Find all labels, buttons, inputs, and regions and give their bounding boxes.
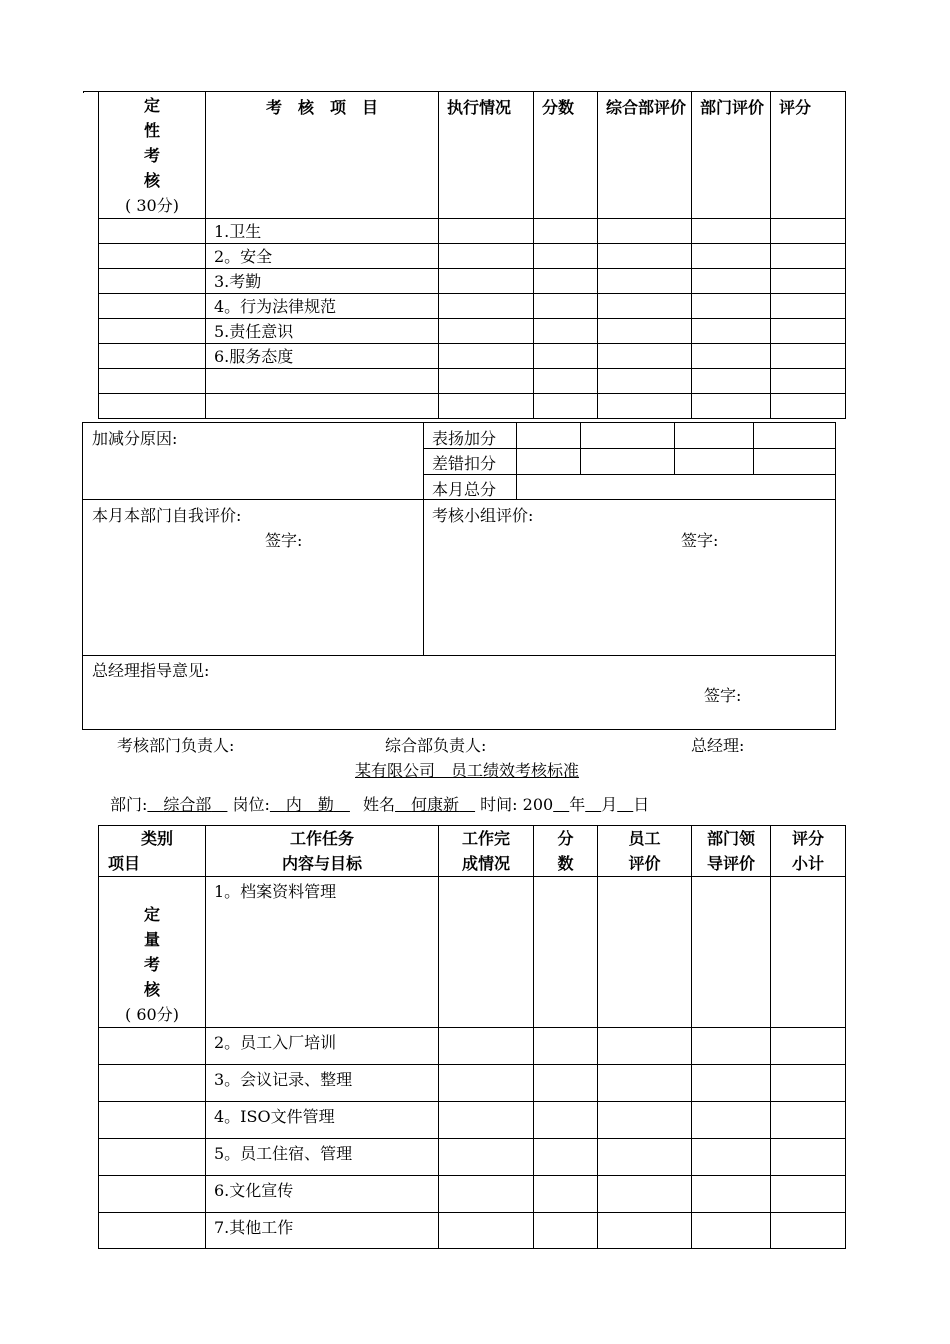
execution-header: 执行情况 <box>439 92 534 219</box>
table-row <box>99 394 846 419</box>
divider <box>83 655 836 656</box>
post-label: 岗位: <box>232 795 270 814</box>
divider <box>423 423 424 656</box>
divider <box>753 423 754 475</box>
name-label: 姓名 <box>363 795 396 814</box>
lead-header-cell <box>692 826 771 877</box>
quantitative-header-row <box>99 826 846 877</box>
item-header: 考 核 项 目 <box>206 92 439 219</box>
lead-header-l2: 导评价 <box>706 854 755 873</box>
quantitative-table <box>98 825 846 1249</box>
category-char: 核 <box>143 171 160 190</box>
post-value: 内 勤 <box>285 795 334 814</box>
table-row <box>99 244 846 269</box>
item-cell: 2。安全 <box>206 244 439 269</box>
year-suffix: 年 <box>569 795 586 814</box>
emp-header-l2: 评价 <box>628 854 661 873</box>
table-row <box>99 344 846 369</box>
score-header-l1: 分 <box>557 829 574 848</box>
table-row <box>99 1176 846 1213</box>
dept-value: 综合部 <box>163 795 212 814</box>
score-header-cell <box>534 826 598 877</box>
sub-header-cell <box>771 826 846 877</box>
category-header-l1: 类别 <box>141 829 174 848</box>
sub-header-l2: 小计 <box>791 854 824 873</box>
divider <box>580 423 581 475</box>
table-row <box>99 1028 846 1065</box>
month-suffix: 月 <box>601 795 618 814</box>
category-char: 量 <box>143 930 160 949</box>
dept-head-label: 考核部门负责人: <box>117 736 235 755</box>
score-header-l2: 数 <box>557 854 574 873</box>
name-value: 何康新 <box>411 795 460 814</box>
category-header-cell <box>99 92 206 219</box>
table-row <box>99 219 846 244</box>
self-sign-label: 签字: <box>265 531 303 550</box>
table-row <box>99 877 846 1028</box>
rating-header: 评分 <box>771 92 846 219</box>
item-cell <box>206 394 439 419</box>
category-char: 考 <box>143 146 160 165</box>
sub-header-l1: 评分 <box>791 829 824 848</box>
gm-label: 总经理: <box>691 736 745 755</box>
divider <box>516 423 517 500</box>
table-row <box>99 369 846 394</box>
task-cell: 6.文化宣传 <box>206 1176 439 1213</box>
divider <box>423 474 836 475</box>
category-header-cell <box>99 826 206 877</box>
evaluation-block <box>82 422 836 730</box>
total-label: 本月总分 <box>432 480 497 499</box>
complete-header-l2: 成情况 <box>461 854 510 873</box>
complete-header-l1: 工作完 <box>461 829 510 848</box>
table-row <box>99 294 846 319</box>
gm-sign-label: 签字: <box>704 686 742 705</box>
table-row <box>99 269 846 294</box>
category-cell <box>99 877 206 1028</box>
complete-header-cell <box>439 826 534 877</box>
emp-header-l1: 员工 <box>628 829 661 848</box>
score-header: 分数 <box>534 92 598 219</box>
left-tick-vertical <box>83 91 84 93</box>
form-title: 某有限公司 员工绩效考核标准 <box>355 761 580 780</box>
category-char: 定 <box>143 96 160 115</box>
task-cell: 4。ISO文件管理 <box>206 1102 439 1139</box>
item-cell: 6.服务态度 <box>206 344 439 369</box>
emp-header-cell <box>598 826 692 877</box>
task-cell: 2。员工入厂培训 <box>206 1028 439 1065</box>
deduct-label: 差错扣分 <box>432 454 497 473</box>
left-tick <box>83 91 99 92</box>
table-row <box>99 1102 846 1139</box>
category-header-l2: 项目 <box>108 854 141 873</box>
item-cell: 1.卫生 <box>206 219 439 244</box>
task-cell: 7.其他工作 <box>206 1213 439 1249</box>
item-cell: 4。行为法律规范 <box>206 294 439 319</box>
table-row <box>99 1139 846 1176</box>
day-suffix: 日 <box>633 795 650 814</box>
table-row <box>99 1065 846 1102</box>
bonus-label: 表扬加分 <box>432 429 497 448</box>
info-line <box>110 792 649 815</box>
category-char: 性 <box>143 121 160 140</box>
item-cell <box>206 369 439 394</box>
task-header-cell <box>206 826 439 877</box>
lead-header-l1: 部门领 <box>706 829 755 848</box>
task-cell: 1。档案资料管理 <box>206 877 439 1028</box>
group-sign-label: 签字: <box>681 531 719 550</box>
table-row <box>99 1213 846 1249</box>
category-score: ( 30分) <box>125 196 179 215</box>
item-cell: 3.考勤 <box>206 269 439 294</box>
item-cell: 5.责任意识 <box>206 319 439 344</box>
task-header-l1: 工作任务 <box>289 829 354 848</box>
task-cell: 3。会议记录、整理 <box>206 1065 439 1102</box>
general-dept-eval-header: 综合部评价 <box>598 92 692 219</box>
qualitative-header-row <box>99 92 846 219</box>
category-char: 考 <box>143 955 160 974</box>
category-char: 核 <box>143 980 160 999</box>
gm-opinion-label: 总经理指导意见: <box>92 661 210 680</box>
divider <box>674 423 675 475</box>
table-row <box>99 319 846 344</box>
self-eval-label: 本月本部门自我评价: <box>92 506 242 525</box>
general-head-label: 综合部负责人: <box>385 736 487 755</box>
reason-label: 加减分原因: <box>92 429 178 448</box>
time-year: 200 <box>522 795 554 814</box>
qualitative-table <box>98 91 846 419</box>
category-char: 定 <box>143 905 160 924</box>
time-label: 时间: <box>480 795 518 814</box>
category-score: ( 60分) <box>125 1005 179 1024</box>
task-header-l2: 内容与目标 <box>281 854 362 873</box>
dept-eval-header: 部门评价 <box>692 92 771 219</box>
task-cell: 5。员工住宿、管理 <box>206 1139 439 1176</box>
group-eval-label: 考核小组评价: <box>432 506 534 525</box>
dept-label: 部门: <box>110 795 148 814</box>
